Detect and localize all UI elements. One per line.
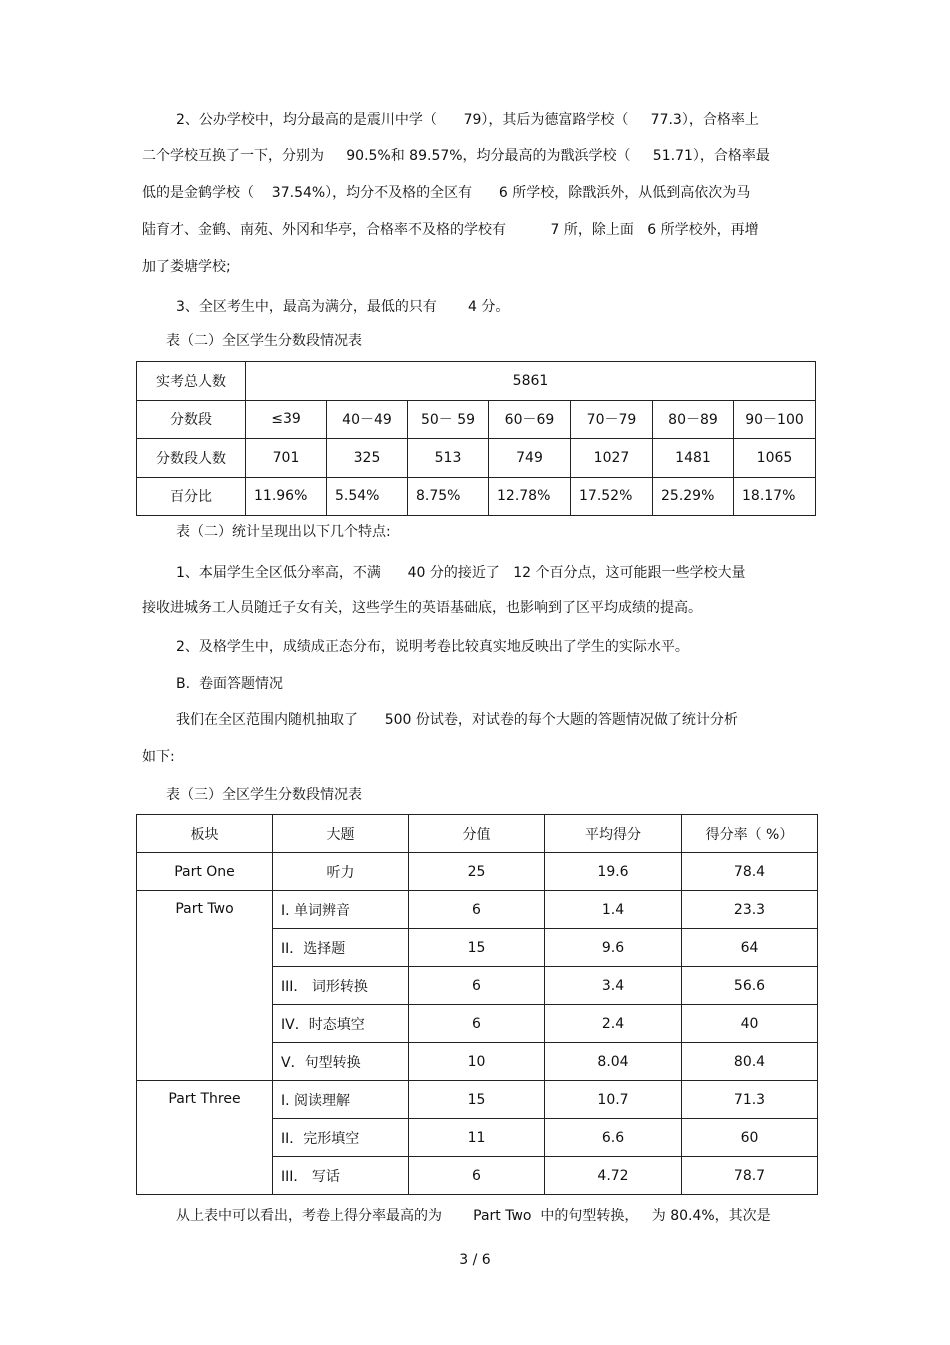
score-band-table <box>136 361 816 516</box>
rate-cell: 40 <box>682 1005 818 1043</box>
paragraph-public-schools-line4: 陆育才、金鹤、南苑、外冈和华亭，合格率不及格的学校有 7 所，除上面 6 所学校外，再增 <box>142 222 759 238</box>
question-cell: III． 写话 <box>273 1157 409 1195</box>
count-cell: 325 <box>327 439 408 478</box>
table-row <box>137 439 816 478</box>
count-cell: 1027 <box>571 439 653 478</box>
part-cell: Part One <box>137 853 273 891</box>
paragraph-sample-line2: 如下: <box>142 749 175 765</box>
avg-cell: 6.6 <box>545 1119 682 1157</box>
rate-cell: 78.7 <box>682 1157 818 1195</box>
rate-cell: 80.4 <box>682 1043 818 1081</box>
count-cell: 1481 <box>653 439 734 478</box>
band-cell: 40－49 <box>327 400 408 439</box>
rate-cell: 23.3 <box>682 891 818 929</box>
score-cell: 15 <box>409 929 545 967</box>
paragraph-district-scores: 3、全区考生中，最高为满分，最低的只有 4 分。 <box>176 299 510 315</box>
band-cell: 60－69 <box>489 400 571 439</box>
score-cell: 10 <box>409 1043 545 1081</box>
percent-cell: 18.17% <box>734 477 816 516</box>
rate-cell: 78.4 <box>682 853 818 891</box>
question-cell: I. 单词辨音 <box>273 891 409 929</box>
paragraph-low-score-line1: 1、本届学生全区低分率高，不满 40 分的接近了 12 个百分点，这可能跟一些学校大量 <box>176 565 746 581</box>
table-row <box>137 853 818 891</box>
table2-caption: 表（二）全区学生分数段情况表 <box>166 333 362 349</box>
rate-cell: 60 <box>682 1119 818 1157</box>
band-cell: ≤39 <box>246 400 327 439</box>
paragraph-normal-distribution: 2、及格学生中，成绩成正态分布，说明考卷比较真实地反映出了学生的实际水平。 <box>176 639 689 655</box>
question-cell: V．句型转换 <box>273 1043 409 1081</box>
avg-cell: 9.6 <box>545 929 682 967</box>
row-label-cell: 百分比 <box>137 477 246 516</box>
table3-caption: 表（三）全区学生分数段情况表 <box>166 787 362 803</box>
table-row <box>137 1081 818 1119</box>
percent-cell: 8.75% <box>408 477 489 516</box>
page-number: 3 / 6 <box>459 1252 491 1268</box>
band-cell: 70－79 <box>571 400 653 439</box>
percent-cell: 12.78% <box>489 477 571 516</box>
score-cell: 6 <box>409 967 545 1005</box>
header-cell: 得分率（ %） <box>682 815 818 853</box>
header-cell: 板块 <box>137 815 273 853</box>
percent-cell: 25.29% <box>653 477 734 516</box>
count-cell: 701 <box>246 439 327 478</box>
avg-cell: 2.4 <box>545 1005 682 1043</box>
row-label-cell: 分数段人数 <box>137 439 246 478</box>
paragraph-conclusion: 从上表中可以看出，考卷上得分率最高的为 Part Two 中的句型转换， 为 80.4%，其次是 <box>176 1208 771 1224</box>
score-cell: 6 <box>409 1005 545 1043</box>
table-row <box>137 891 818 929</box>
paragraph-sample-line1: 我们在全区范围内随机抽取了 500 份试卷，对试卷的每个大题的答题情况做了统计分析 <box>176 712 738 728</box>
header-cell: 大题 <box>273 815 409 853</box>
score-cell: 6 <box>409 1157 545 1195</box>
avg-cell: 4.72 <box>545 1157 682 1195</box>
avg-cell: 19.6 <box>545 853 682 891</box>
score-cell: 11 <box>409 1119 545 1157</box>
part-cell: Part Three <box>137 1081 273 1195</box>
band-cell: 80－89 <box>653 400 734 439</box>
table-row <box>137 362 816 401</box>
row-label-cell: 分数段 <box>137 400 246 439</box>
total-label-cell: 实考总人数 <box>137 362 246 401</box>
part-cell: Part Two <box>137 891 273 1081</box>
section-heading-b: B. 卷面答题情况 <box>176 676 283 692</box>
percent-cell: 11.96% <box>246 477 327 516</box>
band-cell: 90－100 <box>734 400 816 439</box>
avg-cell: 8.04 <box>545 1043 682 1081</box>
avg-cell: 1.4 <box>545 891 682 929</box>
table-row <box>137 400 816 439</box>
count-cell: 749 <box>489 439 571 478</box>
rate-cell: 64 <box>682 929 818 967</box>
count-cell: 513 <box>408 439 489 478</box>
question-cell: IV．时态填空 <box>273 1005 409 1043</box>
avg-cell: 3.4 <box>545 967 682 1005</box>
rate-cell: 56.6 <box>682 967 818 1005</box>
table-header-row <box>137 815 818 853</box>
paragraph-table2-summary: 表（二）统计呈现出以下几个特点: <box>176 524 391 540</box>
question-analysis-table <box>136 814 818 1195</box>
question-cell: 听力 <box>273 853 409 891</box>
score-cell: 15 <box>409 1081 545 1119</box>
rate-cell: 71.3 <box>682 1081 818 1119</box>
question-cell: II．选择题 <box>273 929 409 967</box>
question-cell: III． 词形转换 <box>273 967 409 1005</box>
total-value-cell: 5861 <box>246 362 816 401</box>
paragraph-public-schools-line2: 二个学校互换了一下，分别为 90.5%和 89.57%，均分最高的为戬浜学校（ 51.71），合格率最 <box>142 148 770 164</box>
percent-cell: 17.52% <box>571 477 653 516</box>
paragraph-public-schools-line5: 加了娄塘学校; <box>142 259 231 275</box>
avg-cell: 10.7 <box>545 1081 682 1119</box>
paragraph-public-schools-line3: 低的是金鹤学校（ 37.54%），均分不及格的全区有 6 所学校，除戬浜外，从低到高依次为马 <box>142 185 751 201</box>
question-cell: I. 阅读理解 <box>273 1081 409 1119</box>
question-cell: II．完形填空 <box>273 1119 409 1157</box>
table-row <box>137 477 816 516</box>
band-cell: 50－ 59 <box>408 400 489 439</box>
score-cell: 6 <box>409 891 545 929</box>
header-cell: 平均得分 <box>545 815 682 853</box>
paragraph-public-schools-line1: 2、公办学校中，均分最高的是震川中学（ 79），其后为德富路学校（ 77.3），合格率上 <box>176 112 759 128</box>
count-cell: 1065 <box>734 439 816 478</box>
header-cell: 分值 <box>409 815 545 853</box>
paragraph-low-score-line2: 接收进城务工人员随迁子女有关，这些学生的英语基础底，也影响到了区平均成绩的提高。 <box>142 600 702 616</box>
score-cell: 25 <box>409 853 545 891</box>
percent-cell: 5.54% <box>327 477 408 516</box>
